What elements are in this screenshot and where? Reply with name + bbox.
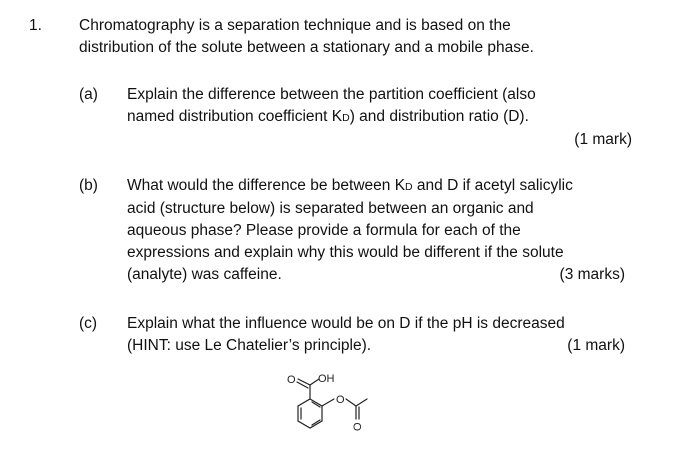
structure-bonds (297, 379, 367, 428)
ring-to-ester-oxygen-bond (322, 399, 334, 406)
part-b-marks: (3 marks) (559, 266, 625, 283)
ester-oxygen-to-carbonyl-bond (346, 399, 356, 406)
question-intro (79, 15, 639, 59)
part-c-text (127, 313, 625, 357)
part-c-marks: (1 mark) (567, 337, 625, 354)
part-c-label: (c) (79, 315, 98, 332)
part-b-line-1-post: and D if acetyl salicylic (412, 177, 573, 194)
part-a-text (127, 84, 632, 151)
question-number: 1. (29, 17, 42, 34)
benzene-ring (298, 399, 322, 428)
part-c-line-2 (127, 335, 625, 357)
part-b-kd-subscript: D (405, 181, 413, 193)
part-a-line-2 (127, 106, 632, 129)
part-b-line-1-pre: What would the difference be between K (127, 177, 406, 194)
part-b-line-4: expressions and explain why this would be different if the solute (127, 244, 564, 261)
acid-carbonyl-oxygen-label: O (287, 374, 296, 386)
part-a-marks: (1 mark) (574, 131, 632, 148)
acid-hydroxyl-label: OH (318, 373, 335, 385)
intro-line-2: distribution of the solute between a stationary and a mobile phase. (79, 39, 534, 56)
part-a-line-2-pre: named distribution coefficient K (127, 108, 343, 125)
part-b-line-1 (127, 175, 625, 198)
acetylsalicylic-acid-structure (270, 365, 390, 460)
part-a-line-1: Explain the difference between the partition coefficient (also (127, 86, 536, 103)
part-b-line-2: acid (structure below) is separated between an organic and (127, 200, 534, 217)
intro-line-1: Chromatography is a separation technique and is based on the (79, 17, 511, 34)
part-b-text (127, 175, 625, 286)
part-a-kd-subscript: D (342, 112, 350, 124)
part-a-label: (a) (79, 86, 98, 103)
ester-carbonyl-oxygen-label: O (352, 422, 364, 431)
part-c-line-1: Explain what the influence would be on D if the pH is decreased (127, 315, 565, 332)
part-a-line-2-post: ) and distribution ratio (D). (349, 108, 529, 125)
part-b-line-5-text: (analyte) was caffeine. (127, 266, 282, 283)
part-b-line-5 (127, 264, 625, 286)
part-c-line-2-text: (HINT: use Le Chatelier’s principle). (127, 337, 372, 354)
part-b-label: (b) (79, 177, 98, 194)
ester-oxygen-label: O (336, 394, 345, 406)
carbonyl-to-methyl-bond (356, 399, 367, 406)
part-b-line-3: aqueous phase? Please provide a formula for each of the (127, 222, 521, 239)
